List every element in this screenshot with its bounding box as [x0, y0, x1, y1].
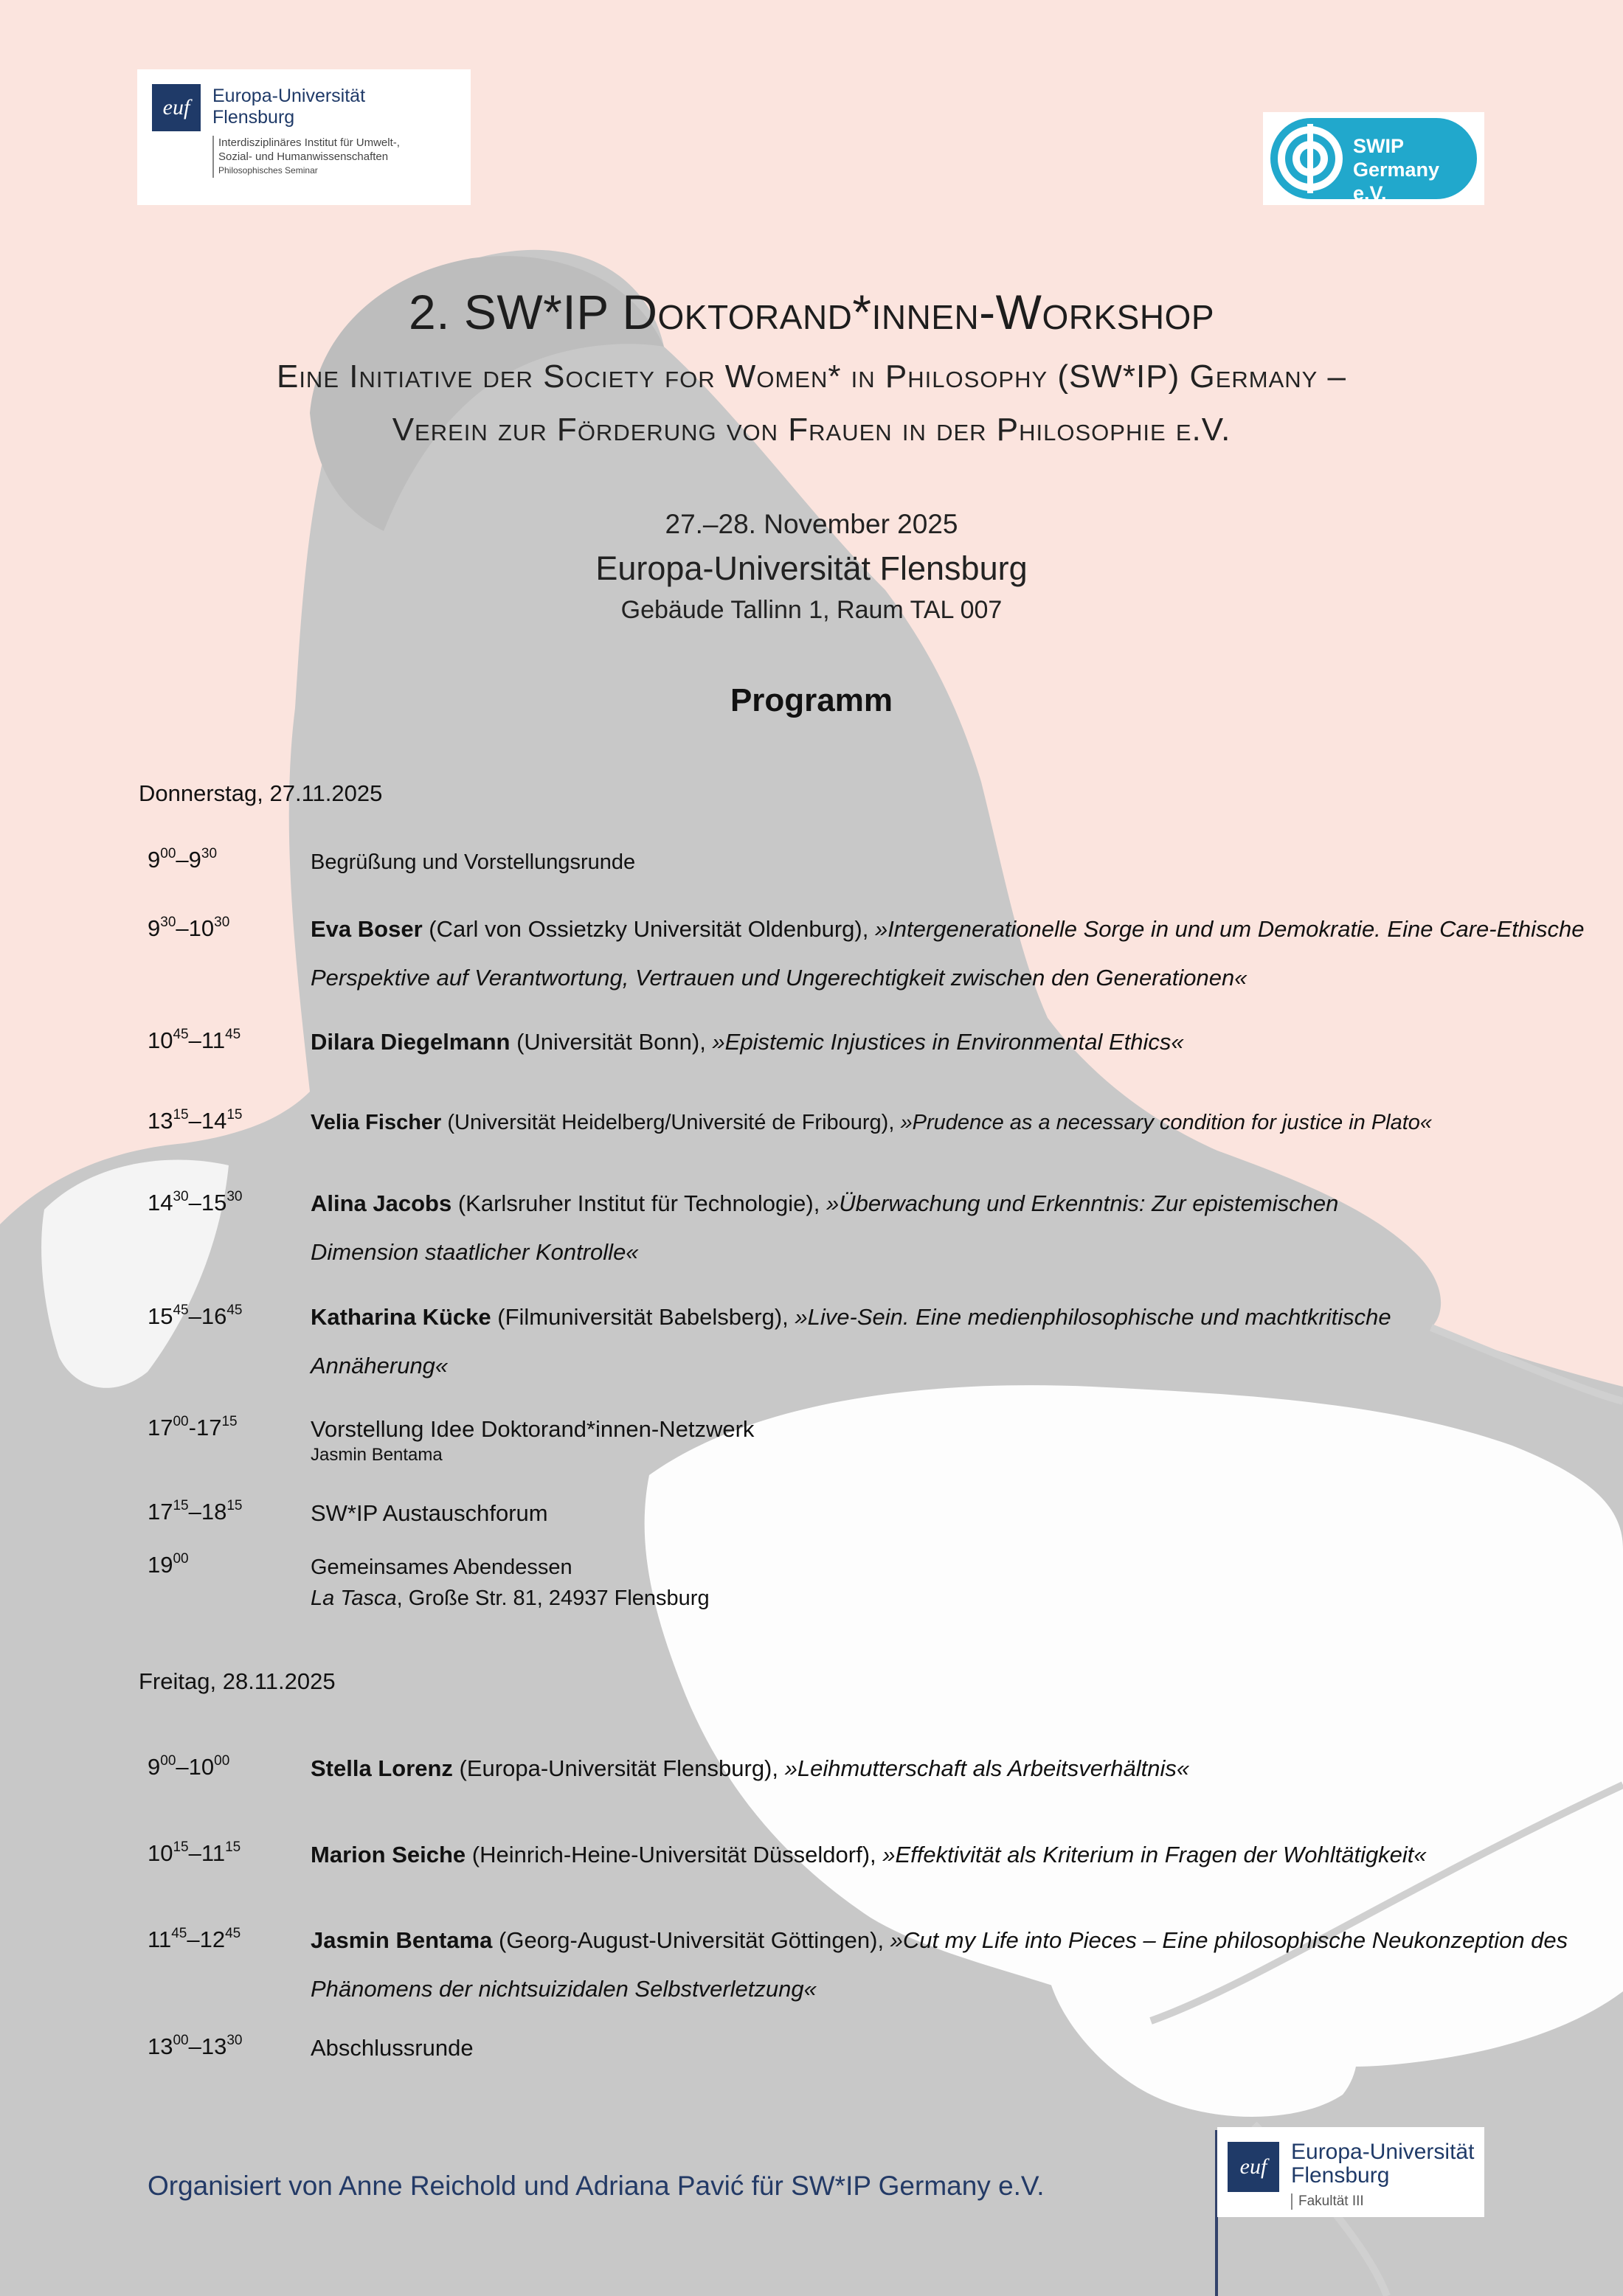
speaker-name: Velia Fischer: [311, 1111, 442, 1134]
speaker-name: Jasmin Bentama: [311, 1927, 493, 1953]
euf-institute: [212, 136, 400, 178]
event-dates: 27.–28. November 2025: [665, 509, 958, 539]
speaker-affiliation: (Carl von Ossietzky Universität Oldenburg),: [422, 916, 875, 942]
speaker-name: Katharina Kücke: [311, 1304, 491, 1330]
event-venue: Europa-Universität Flensburg: [595, 549, 1028, 587]
session-description: [311, 905, 1623, 1002]
event-room: Gebäude Tallinn 1, Raum TAL 007: [620, 596, 1003, 624]
swip-target-icon: [1275, 124, 1346, 193]
speaker-affiliation: (Heinrich-Heine-Universität Düsseldorf),: [466, 1842, 883, 1867]
speaker-affiliation: (Universität Bonn),: [510, 1029, 713, 1055]
speaker-affiliation: (Georg-August-Universität Göttingen),: [492, 1927, 890, 1953]
session-description: [311, 1027, 1623, 1057]
session-description: Abschlussrunde: [311, 2035, 474, 2061]
time-slot: $11^{45}-12^{45}$: [148, 1926, 241, 1952]
speaker-affiliation: (Karlsruher Institut für Technologie),: [451, 1190, 826, 1216]
time-slot: $10^{15}-11^{15}$: [148, 1839, 241, 1866]
euf-logo-bottom: [1217, 2127, 1484, 2217]
speaker-affiliation: (Europa-Universität Flensburg),: [452, 1755, 785, 1781]
euf-logo-name: [1291, 2140, 1474, 2188]
euf-logo-mark: euf: [1228, 2142, 1279, 2192]
swip-line1: SWIP: [1353, 135, 1405, 157]
speaker-name: Eva Boser: [311, 916, 423, 942]
speaker-name: Dilara Diegelmann: [311, 1029, 511, 1055]
session-description: [311, 1840, 1623, 1870]
time-slot: $9^{00}-9^{30}$: [148, 846, 218, 873]
session-description: [311, 1108, 1623, 1137]
day2-label: Freitag, 28.11.2025: [139, 1668, 336, 1694]
time-slot: $13^{15}-14^{15}$: [148, 1107, 243, 1134]
dinner-venue-name: La Tasca: [311, 1586, 397, 1610]
session-description: SW*IP Austauschforum: [311, 1500, 548, 1526]
swip-logo-pill: [1270, 118, 1477, 204]
euf-name-line1: Europa-Universität: [212, 86, 366, 106]
talk-title: »Überwachung und Erkenntnis: Zur epistemischen Dimension staatlicher Kontrolle«: [311, 1190, 1339, 1265]
euf-logo-mark: euf: [152, 84, 201, 131]
euf-sub-line3: Philosophisches Seminar: [218, 165, 318, 176]
speaker-name: Stella Lorenz: [311, 1755, 453, 1781]
session-note: Jasmin Bentama: [311, 1445, 443, 1465]
organizer-credit: Organisiert von Anne Reichold und Adriana Pavić für SW*IP Germany e.V.: [148, 2171, 1045, 2201]
talk-title: »Prudence as a necessary condition for justice in Plato«: [900, 1111, 1433, 1134]
talk-title: »Effektivität als Kriterium in Fragen der Wohltätigkeit«: [882, 1842, 1427, 1867]
time-slot: $9^{00}-10^{00}$: [148, 1753, 230, 1780]
workshop-title: 2. SW*IP Doktorand*innen-Workshop: [408, 285, 1215, 339]
time-slot: $10^{45}-11^{45}$: [148, 1027, 241, 1053]
time-slot: $13^{00}-13^{30}$: [148, 2033, 243, 2059]
session-description: Begrüßung und Vorstellungsrunde: [311, 850, 636, 874]
speaker-affiliation: (Filmuniversität Babelsberg),: [491, 1304, 795, 1330]
programm-heading: Programm: [730, 682, 893, 718]
talk-title: »Epistemic Injustices in Environmental Ethics«: [712, 1029, 1184, 1055]
euf-bottom-name-line1: Europa-Universität: [1291, 2140, 1475, 2164]
session-description: Gemeinsames Abendessen La Tasca, Große Str. 81, 24937 Flensburg: [311, 1555, 710, 1610]
talk-title: »Cut my Life into Pieces – Eine philosophische Neukonzeption des Phänomens der nichtsuizidalen Selbstverletzung«: [311, 1927, 1568, 2002]
euf-logo-top: [137, 69, 471, 205]
time-slot: $17^{15}-18^{15}$: [148, 1498, 243, 1525]
day1-label: Donnerstag, 27.11.2025: [139, 780, 383, 806]
session-description: [311, 1754, 1623, 1783]
session-description: [311, 1916, 1623, 2014]
time-slot: $17^{00}-17^{15}$: [148, 1414, 238, 1440]
euf-name-line2: Flensburg: [212, 107, 295, 128]
euf-sub-line1: Interdisziplinäres Institut für Umwelt-,: [218, 136, 400, 149]
time-slot: $19^{00}$: [148, 1551, 189, 1578]
session-description: Vorstellung Idee Doktorand*innen-Netzwerk Jasmin Bentama: [311, 1415, 1623, 1466]
time-slot: $15^{45}-16^{45}$: [148, 1303, 243, 1329]
talk-title: »Leihmutterschaft als Arbeitsverhältnis«: [784, 1755, 1190, 1781]
faculty-label: Fakultät III: [1291, 2193, 1364, 2210]
speaker-name: Marion Seiche: [311, 1842, 466, 1867]
time-slot: $9^{30}-10^{30}$: [148, 915, 230, 941]
euf-sub-line2: Sozial- und Humanwissenschaften: [218, 150, 389, 163]
dinner-venue-address: , Große Str. 81, 24937 Flensburg: [396, 1586, 710, 1610]
swip-line2: Germany e.V.: [1353, 159, 1440, 204]
speaker-name: Alina Jacobs: [311, 1190, 452, 1216]
session-description: [311, 1293, 1447, 1390]
time-slot: $14^{30}-15^{30}$: [148, 1189, 243, 1215]
talk-title: »Intergenerationelle Sorge in und um Demokratie. Eine Care-Ethische Perspektive auf Verantwortung, Vertrauen und Ungerechtigkeit zwischen den Generationen«: [311, 916, 1585, 991]
swip-logo-text: [1353, 134, 1477, 205]
workshop-subtitle-line1: Eine Initiative der Society for Women* in Philosophy (SW*IP) Germany –: [276, 358, 1347, 395]
euf-logo-name: [212, 86, 365, 128]
swip-logo: [1263, 112, 1484, 205]
euf-bottom-name-line2: Flensburg: [1291, 2163, 1390, 2188]
workshop-subtitle-line2: Verein zur Förderung von Frauen in der Philosophie e.V.: [392, 412, 1231, 448]
speaker-affiliation: (Universität Heidelberg/Université de Fribourg),: [441, 1111, 901, 1134]
talk-title: »Live-Sein. Eine medienphilosophische und machtkritische Annäherung«: [311, 1304, 1391, 1378]
session-description: [311, 1179, 1432, 1277]
